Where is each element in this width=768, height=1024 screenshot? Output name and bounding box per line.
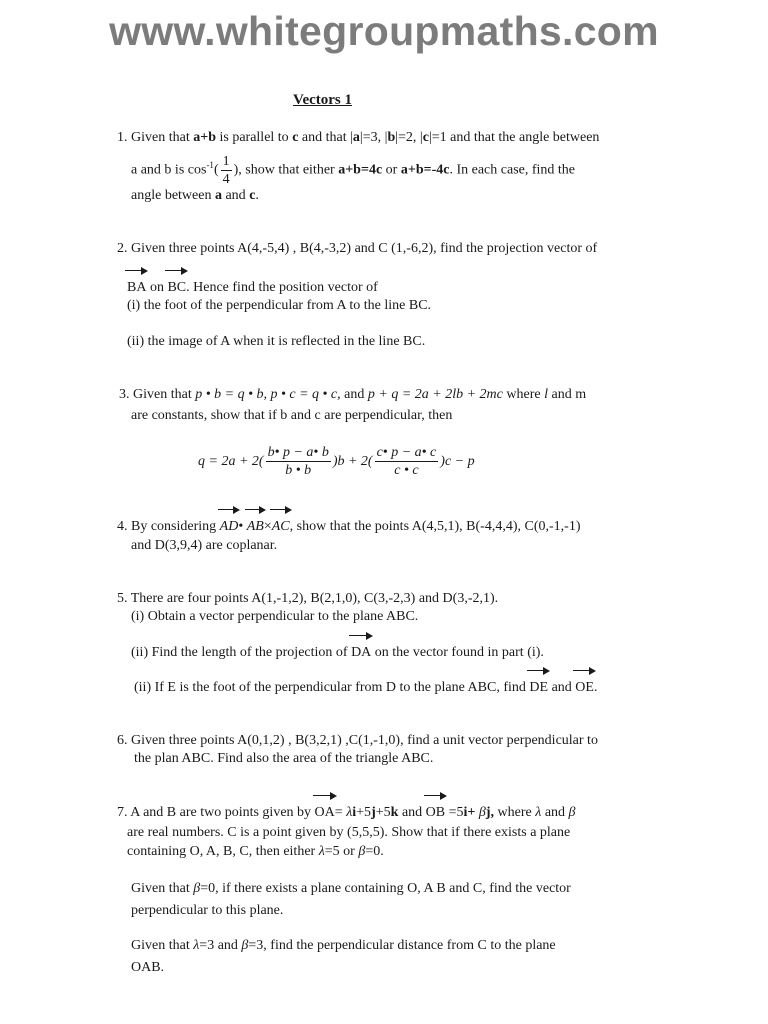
fraction-c-term: $\frac{c• p - a• c}{c • c}$ bbox=[376, 445, 437, 479]
vector-OB: OB bbox=[426, 804, 445, 822]
vector-BC: BC bbox=[167, 279, 186, 297]
q5-line-4: (ii) If E is the foot of the perpendicular from D to the plane ABC, find DE and OE. bbox=[134, 679, 597, 697]
vector-AD: AD bbox=[220, 518, 239, 536]
q2-line-1: 2. Given three points A(4,-5,4) , B(4,-3,2) and C (1,-6,2), find the projection vector of bbox=[117, 241, 598, 256]
vector-DE: DE bbox=[529, 679, 548, 697]
q2-line-4: (ii) the image of A when it is reflected in the line BC. bbox=[127, 334, 426, 349]
q1-line-1: 1. Given that a+b is parallel to c and that |a|=3, |b|=2, |c|=1 and that the angle between bbox=[117, 130, 600, 145]
q7-para2-line-2: perpendicular to this plane. bbox=[131, 903, 284, 918]
arrow-icon bbox=[270, 506, 292, 514]
q7-para3-line-2: OAB. bbox=[131, 960, 165, 975]
vector-AB: AB bbox=[247, 518, 264, 536]
arrow-icon bbox=[165, 267, 188, 275]
q6-line-2: the plan ABC. Find also the area of the triangle ABC. bbox=[134, 751, 434, 766]
vector-OA: OA bbox=[315, 804, 335, 822]
arrow-icon bbox=[245, 506, 266, 514]
q7-line-3: containing O, A, B, C, then either λ=5 or β=0. bbox=[127, 844, 384, 859]
q5-line-3: (ii) Find the length of the projection of DA on the vector found in part (i). bbox=[131, 644, 544, 662]
vector-OE: OE bbox=[575, 679, 594, 697]
arrow-icon bbox=[313, 792, 337, 800]
arrow-icon bbox=[573, 667, 596, 675]
q7-line-1: 7. A and B are two points given by OA= λi+5j+5k and OB =5i+ βj, where λ and β bbox=[117, 804, 576, 822]
q4-line-1: 4. By considering AD• AB× AC, show that the points A(4,5,1), B(-4,4,4), C(0,-1,-1) bbox=[117, 518, 581, 536]
q3-line-2: are constants, show that if b and c are perpendicular, then bbox=[131, 408, 453, 423]
page-title: Vectors 1 bbox=[293, 92, 353, 108]
fraction-one-quarter: $\frac{1}{4}$ bbox=[222, 153, 230, 187]
vector-DA: DA bbox=[351, 644, 371, 662]
q5-line-1: 5. There are four points A(1,-1,2), B(2,1,0), C(3,-2,3) and D(3,-2,1). bbox=[117, 591, 499, 606]
q7-line-2: are real numbers. C is a point given by (5,5,5). Show that if there exists a plane bbox=[127, 825, 571, 840]
q2-line-2: BA on BC. Hence find the position vector of bbox=[127, 279, 378, 297]
q5-line-2: (i) Obtain a vector perpendicular to the plane ABC. bbox=[131, 609, 419, 624]
vector-AC: AC bbox=[272, 518, 290, 536]
arrow-icon bbox=[349, 632, 373, 640]
q1-line-3: angle between a and c. bbox=[131, 188, 259, 203]
arrow-icon bbox=[218, 506, 241, 514]
q3-line-1: 3. Given that p • b = q • b, p • c = q • c, and p + q = 2a + 2lb + 2mc where l and m bbox=[119, 387, 587, 402]
q1-line-2: a and b is $\cos^{-1}$( $\frac{1}{4}$ ), show that either a+b=4c or a+b=-4c. In each case, find the bbox=[131, 153, 576, 187]
arrow-icon bbox=[424, 792, 447, 800]
site-watermark-title: www.whitegroupmaths.com bbox=[109, 8, 659, 54]
q4-line-2: and D(3,9,4) are coplanar. bbox=[131, 538, 278, 553]
q7-para2-line-1: Given that β=0, if there exists a plane containing O, A B and C, find the vector bbox=[131, 881, 571, 896]
q2-line-3: (i) the foot of the perpendicular from A to the line BC. bbox=[127, 298, 432, 313]
q3-equation: q = 2a + 2( $\frac{b• p - a• b}{b • b}$ )b + 2( $\frac{c• p - a• c}{c • c}$ )c − p bbox=[198, 445, 475, 479]
fraction-b-term: $\frac{b• p - a• b}{b • b}$ bbox=[267, 445, 329, 479]
vector-BA: BA bbox=[127, 279, 146, 297]
q7-para3-line-1: Given that λ=3 and β=3, find the perpendicular distance from C to the plane bbox=[131, 938, 556, 953]
arrow-icon bbox=[125, 267, 148, 275]
q6-line-1: 6. Given three points A(0,1,2) , B(3,2,1) ,C(1,-1,0), find a unit vector perpendicular to bbox=[117, 733, 598, 748]
arrow-icon bbox=[527, 667, 550, 675]
